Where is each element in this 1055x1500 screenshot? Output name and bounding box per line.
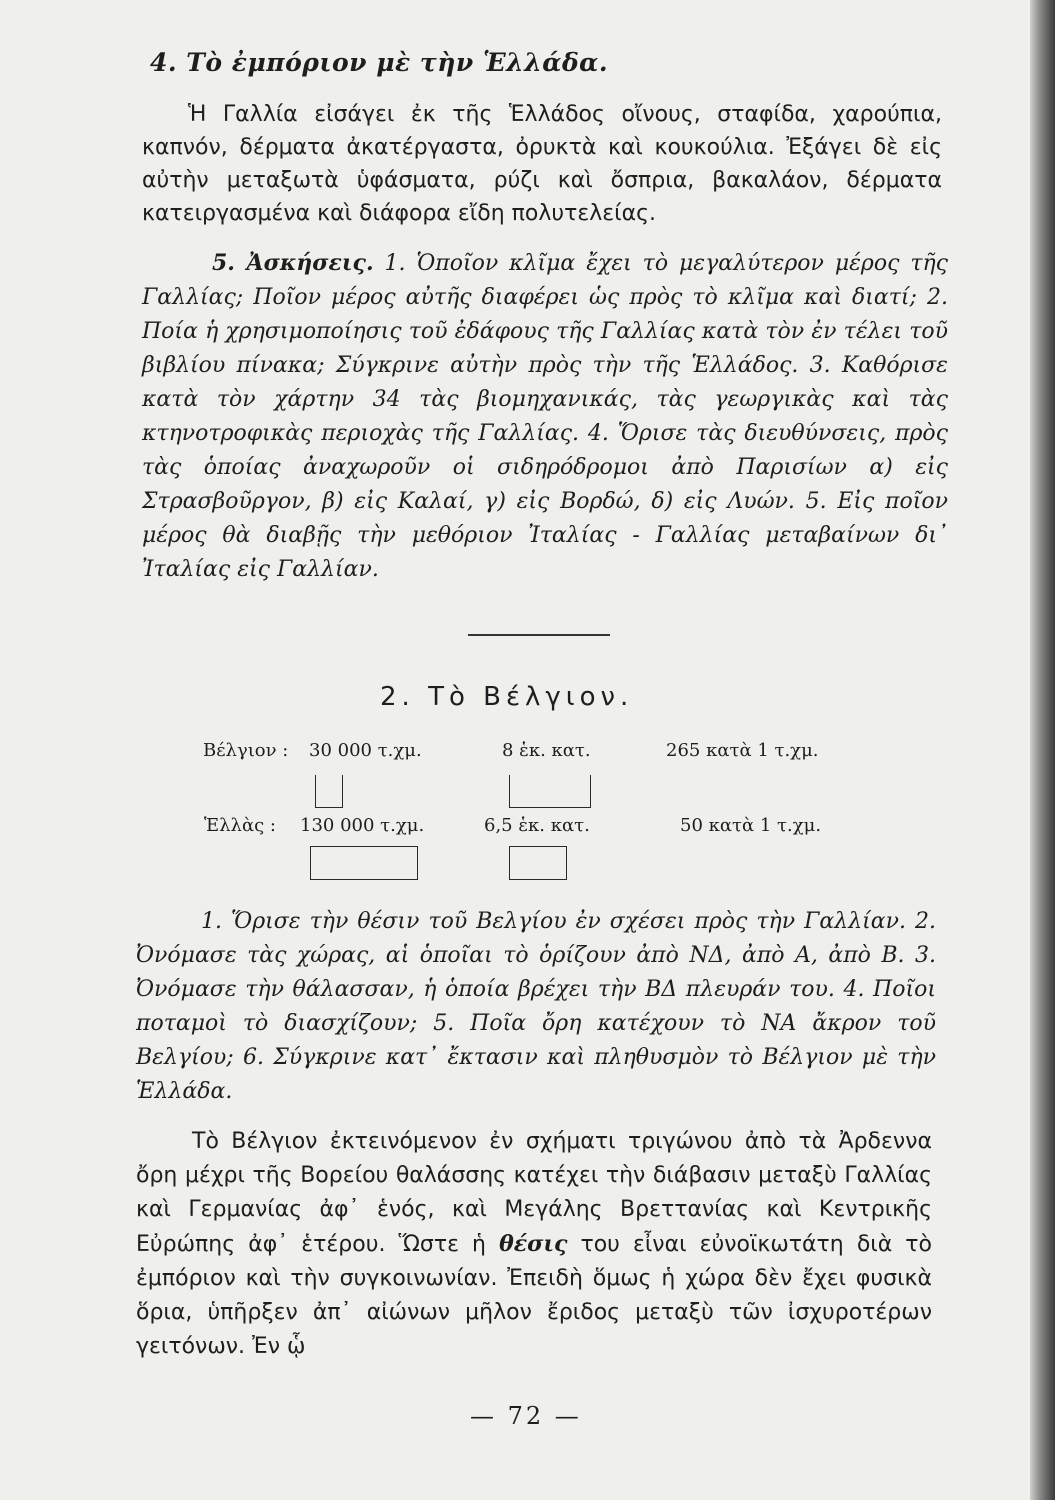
greece-population-box — [509, 846, 567, 880]
exercises-text: 1. Ὁποῖον κλῖμα ἔχει τὸ μεγαλύτερον μέρος τῆς Γαλλίας; Ποῖον μέρος αὐτῆς διαφέρει ὡς πρὸς τὸ κλῖμα καὶ διατί; 2. Ποία ἡ χρησιμοποίησις τοῦ ἐδάφους τῆς Γαλλίας κατὰ τὸν ἐν τέλει τοῦ βιβλίου πίνακα; Σύγκρινε αὐτὴν πρὸς τὴν τῆς Ἑλλάδος. 3. Καθόρισε κατὰ τὸν χάρτην 34 τὰς βιομηχανικάς, τὰς γεωργικὰς καὶ τὰς κτηνοτροφικὰς περιοχὰς τῆς Γαλλίας. 4. Ὅρισε τὰς διευθύνσεις, πρὸς τὰς ὁποίας ἀναχωροῦν οἱ σιδηρόδρομοι ἀπὸ Παρισίων α) εἰς Στρασβοῦργον, β) εἰς Καλαί, γ) εἰς Βορδώ, δ) εἰς Λυών. 5. Εἰς ποῖον μέρος θὰ διαβῇς τὴν μεθόριον Ἰταλίας - Γαλλίας μεταβαίνων δι᾽ Ἰταλίας εἰς Γαλλίαν. — [142, 251, 948, 582]
exercises-label: 5. Ἀσκήσεις. — [212, 250, 374, 276]
belgium-questions: 1. Ὅρισε τὴν θέσιν τοῦ Βελγίου ἐν σχέσει πρὸς τὴν Γαλλίαν. 2. Ὀνόμασε τὰς χώρας, αἱ ὁποῖαι τὸ ὁρίζουν ἀπὸ ΝΔ, ἀπὸ Α, ἀπὸ Β. 3. Ὀνόμασε τὴν θάλασσαν, ἡ ὁποία βρέχει τὴν ΒΔ πλευράν του. 4. Ποῖοι ποταμοὶ τὸ διασχίζουν; 5. Ποῖα ὄρη κατέχουν τὸ ΝΑ ἄκρον τοῦ Βελγίου; 6. Σύγκρινε κατ᾽ ἔκτασιν καὶ πληθυσμὸν τὸ Βέλγιον μὲ τὴν Ἑλλάδα. — [136, 909, 936, 1104]
description-text-end: του εἶναι εὐνοϊκωτάτη διὰ τὸ ἐμπόριον καὶ τὴν συγκοινωνίαν. Ἐπειδὴ ὅμως ἡ χώρα δὲν ἔχει φυσικὰ ὅρια, ὑπῆρξεν ἀπ᾽ αἰώνων μῆλον ἔριδος μεταξὺ τῶν ἰσχυροτέρων γειτόνων. Ἐν ᾧ — [136, 1232, 932, 1359]
belgium-description — [136, 1125, 932, 1364]
page-edge-shadow — [1030, 0, 1055, 1500]
belgium-label: Βέλγιον : — [203, 740, 289, 761]
page-number: — 72 — — [470, 1402, 582, 1430]
greece-density: 50 κατὰ 1 τ.χμ. — [680, 815, 822, 836]
greece-area: 130 000 τ.χμ. — [300, 815, 425, 836]
belgium-area-box — [315, 775, 343, 808]
keyword-position: θέσις — [499, 1231, 568, 1257]
belgium-area: 30 000 τ.χμ. — [309, 740, 422, 761]
chapter-title: 2. Τὸ Βέλγιον. — [380, 682, 634, 712]
section-divider — [468, 634, 610, 636]
description-text-start: Τὸ Βέλγιον ἐκτεινόμενον ἐν σχήματι τριγώνου ἀπὸ τὰ Ἀρδεννα ὄρη μέχρι τῆς Βορείου θαλάσσης κατέχει τὴν διάβασιν μεταξὺ Γαλλίας καὶ Γερμανίας ἀφ᾽ ἑνός, καὶ Μεγάλης Βρεττανίας καὶ Κεντρικῆς Εὐρώπης ἀφ᾽ ἑτέρου. Ὥστε ἡ — [136, 1129, 932, 1257]
greece-label: Ἑλλὰς : — [204, 815, 276, 836]
belgium-population-box — [509, 775, 591, 808]
belgium-density: 265 κατὰ 1 τ.χμ. — [666, 740, 819, 761]
belgium-population: 8 ἑκ. κατ. — [502, 740, 591, 761]
exercises-paragraph — [142, 246, 948, 587]
trade-paragraph: Ἡ Γαλλία εἰσάγει ἐκ τῆς Ἑλλάδος οἴνους, σταφίδα, χαρούπια, καπνόν, δέρματα ἀκατέργαστα, ὀρυκτὰ καὶ κουκούλια. Ἐξάγει δὲ εἰς αὐτὴν μεταξωτὰ ὑφάσματα, ρύζι καὶ ὄσπρια, βακαλάον, δέρματα κατειργασμένα καὶ διάφορα εἴδη πολυτελείας. — [142, 102, 942, 226]
greece-population: 6,5 ἑκ. κατ. — [484, 815, 590, 836]
greece-area-box — [310, 846, 418, 880]
section-heading-trade: 4. Τὸ ἐμπόριον μὲ τὴν Ἑλλάδα. — [150, 48, 609, 77]
